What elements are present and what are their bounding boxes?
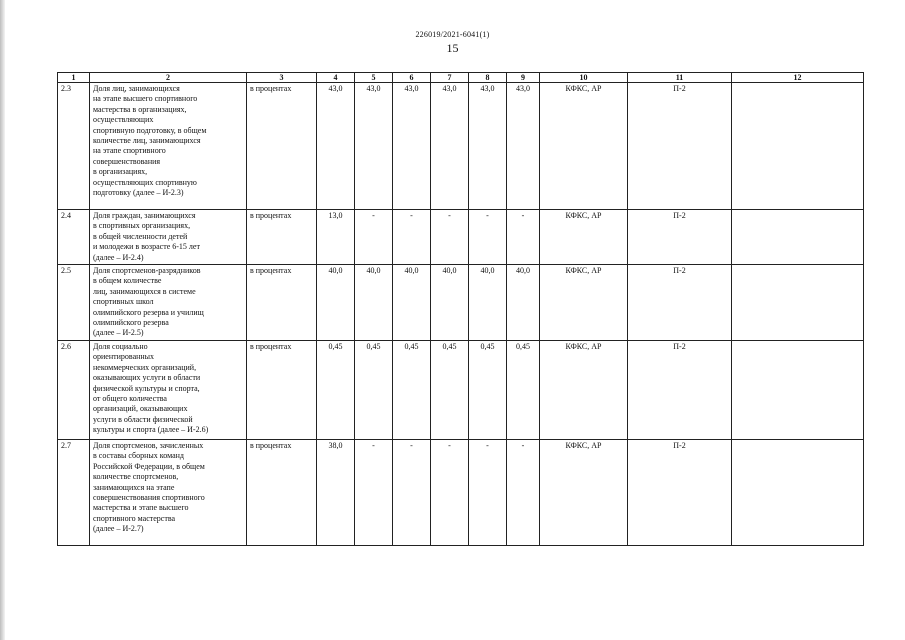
year-value: -: [355, 210, 393, 265]
unit-of-measure: в процентах: [247, 83, 317, 210]
year-value: 40,0: [431, 265, 469, 341]
row-number: 2.7: [58, 439, 90, 545]
indicator-name: Доля спортсменов-разрядников в общем количестве лиц, занимающихся в системе спортивных школ олимпийского резерва и училищ олимпийского резерва (далее – И-2.5): [90, 265, 247, 341]
column-header: 7: [431, 73, 469, 83]
indicators-table: [57, 72, 864, 546]
year-value: 43,0: [507, 83, 540, 210]
form-code: П-2: [628, 340, 732, 439]
data-source: КФКС, АР: [540, 340, 628, 439]
column-header: 6: [393, 73, 431, 83]
data-source: КФКС, АР: [540, 210, 628, 265]
column-header: 10: [540, 73, 628, 83]
year-value: 43,0: [355, 83, 393, 210]
unit-of-measure: в процентах: [247, 340, 317, 439]
year-value: -: [507, 210, 540, 265]
data-source: КФКС, АР: [540, 83, 628, 210]
column-header: 2: [90, 73, 247, 83]
year-value: 43,0: [431, 83, 469, 210]
column-header: 12: [732, 73, 864, 83]
indicator-name: Доля лиц, занимающихся на этапе высшего спортивного мастерства в организациях, осуществляющих спортивную подготовку, в общем количестве лиц, занимающихся на этапе спортивного совершенствования в организациях, осуществляющих спортивную подготовку (далее – И-2.3): [90, 83, 247, 210]
column-header: 8: [469, 73, 507, 83]
row-number: 2.3: [58, 83, 90, 210]
note-cell: [732, 265, 864, 341]
column-header: 1: [58, 73, 90, 83]
column-header: 3: [247, 73, 317, 83]
year-value: -: [393, 210, 431, 265]
year-value: -: [431, 210, 469, 265]
year-value: 43,0: [469, 83, 507, 210]
year-value: 40,0: [355, 265, 393, 341]
year-value: 0,45: [355, 340, 393, 439]
data-source: КФКС, АР: [540, 439, 628, 545]
note-cell: [732, 340, 864, 439]
table-row: [58, 83, 864, 210]
unit-of-measure: в процентах: [247, 439, 317, 545]
year-value: 43,0: [393, 83, 431, 210]
year-value: 43,0: [317, 83, 355, 210]
year-value: 0,45: [393, 340, 431, 439]
form-code: П-2: [628, 210, 732, 265]
year-value: -: [469, 210, 507, 265]
year-value: 40,0: [317, 265, 355, 341]
year-value: -: [355, 439, 393, 545]
column-header: 5: [355, 73, 393, 83]
row-number: 2.4: [58, 210, 90, 265]
document-registration-number: 226019/2021-6041(1): [415, 30, 490, 39]
row-number: 2.6: [58, 340, 90, 439]
year-value: 38,0: [317, 439, 355, 545]
column-header: 9: [507, 73, 540, 83]
indicator-name: Доля спортсменов, зачисленных в составы сборных команд Российской Федерации, в общем количестве спортсменов, занимающихся на этапе совершенствования спортивного мастерства и этапе высшего спортивного мастерства (далее – И-2.7): [90, 439, 247, 545]
year-value: 40,0: [507, 265, 540, 341]
column-header: 11: [628, 73, 732, 83]
column-number-row: [58, 73, 864, 83]
page-number: 15: [446, 41, 459, 55]
note-cell: [732, 83, 864, 210]
year-value: 40,0: [469, 265, 507, 341]
form-code: П-2: [628, 265, 732, 341]
note-cell: [732, 210, 864, 265]
indicator-name: Доля социально ориентированных некоммерческих организаций, оказывающих услуги в области физической культуры и спорта, от общего количества организаций, оказывающих услуги в области физической культуры и спорта (далее – И-2.6): [90, 340, 247, 439]
year-value: -: [469, 439, 507, 545]
form-code: П-2: [628, 439, 732, 545]
year-value: 0,45: [317, 340, 355, 439]
column-header: 4: [317, 73, 355, 83]
year-value: 0,45: [507, 340, 540, 439]
year-value: -: [393, 439, 431, 545]
year-value: -: [507, 439, 540, 545]
unit-of-measure: в процентах: [247, 265, 317, 341]
unit-of-measure: в процентах: [247, 210, 317, 265]
year-value: 0,45: [431, 340, 469, 439]
data-source: КФКС, АР: [540, 265, 628, 341]
table-row: [58, 265, 864, 341]
row-number: 2.5: [58, 265, 90, 341]
year-value: 0,45: [469, 340, 507, 439]
year-value: 13,0: [317, 210, 355, 265]
table-row: [58, 439, 864, 545]
indicator-name: Доля граждан, занимающихся в спортивных организациях, в общей численности детей и молодежи в возрасте 6-15 лет (далее – И-2.4): [90, 210, 247, 265]
form-code: П-2: [628, 83, 732, 210]
table-row: [58, 210, 864, 265]
year-value: 40,0: [393, 265, 431, 341]
note-cell: [732, 439, 864, 545]
year-value: -: [431, 439, 469, 545]
table-row: [58, 340, 864, 439]
scan-edge: [0, 0, 5, 640]
